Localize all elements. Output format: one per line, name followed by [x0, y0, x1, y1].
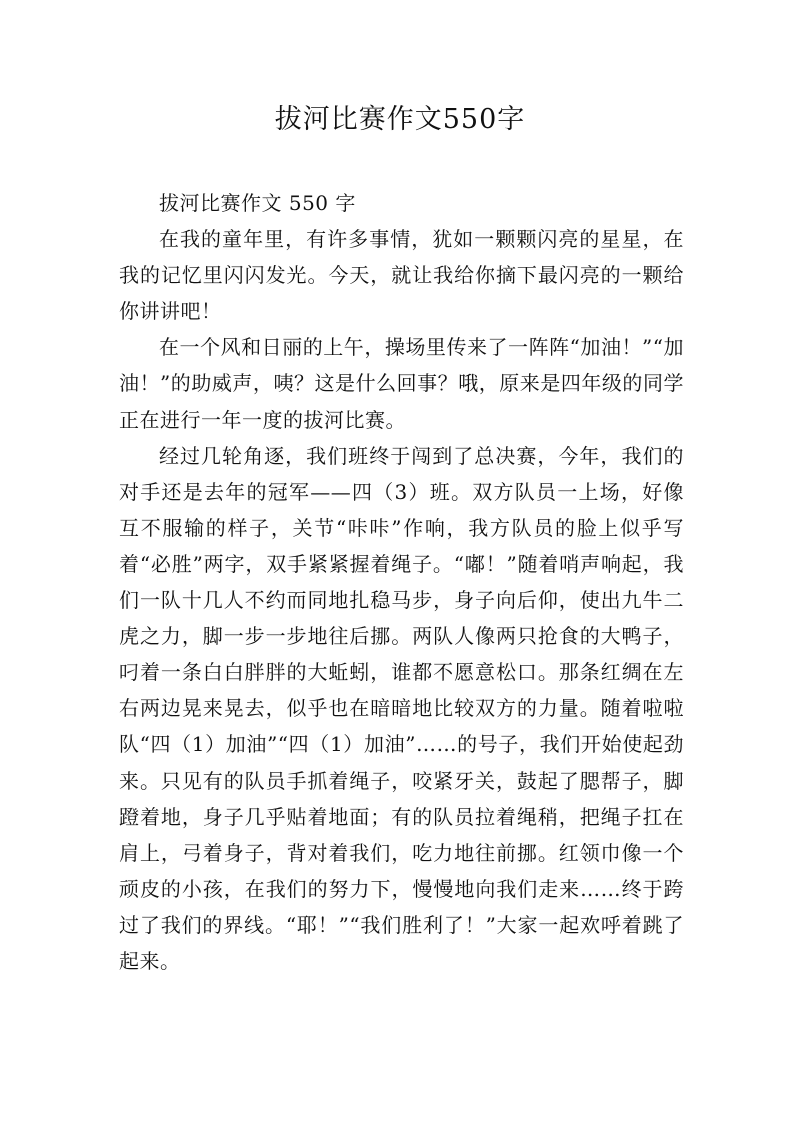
- paragraph-3: 经过几轮角逐，我们班终于闯到了总决赛，今年，我们的对手还是去年的冠军——四（3）班。双方队员一上场，好像互不服输的样子，关节“咔咔”作响，我方队员的脸上似乎写着“必胜”两字，双手紧紧握着绳子。“嘟！”随着哨声响起，我们一队十几人不约而同地扎稳马步，身子向后仰，使出九牛二虎之力，脚一步一步地往后挪。两队人像两只抢食的大鸭子，叼着一条白白胖胖的大蚯蚓，谁都不愿意松口。那条红绸在左右两边晃来晃去，似乎也在暗暗地比较双方的力量。随着啦啦队“四（1）加油”“四（1）加油”……的号子，我们开始使起劲来。只见有的队员手抓着绳子，咬紧牙关，鼓起了腮帮子，脚蹬着地，身子几乎贴着地面；有的队员拉着绳稍，把绳子扛在肩上，弓着身子，背对着我们，吃力地往前挪。红领巾像一个顽皮的小孩，在我们的努力下，慢慢地向我们走来……终于跨过了我们的界线。“耶！”“我们胜利了！”大家一起欢呼着跳了起来。: [119, 443, 684, 973]
- paragraph-heading: 拔河比赛作文 550 字: [159, 191, 356, 215]
- paragraph-1: 在我的童年里，有许多事情，犹如一颗颗闪亮的星星，在我的记忆里闪闪发光。今天，就让我给你摘下最闪亮的一颗给你讲讲吧！: [119, 227, 684, 324]
- paragraph-2: 在一个风和日丽的上午，操场里传来了一阵阵“加油！”“加油！”的助威声，咦？这是什么回事？哦，原来是四年级的同学正在进行一年一度的拔河比赛。: [119, 335, 684, 432]
- document-body: [119, 185, 684, 979]
- document-title: 拔河比赛作文550字: [274, 104, 526, 135]
